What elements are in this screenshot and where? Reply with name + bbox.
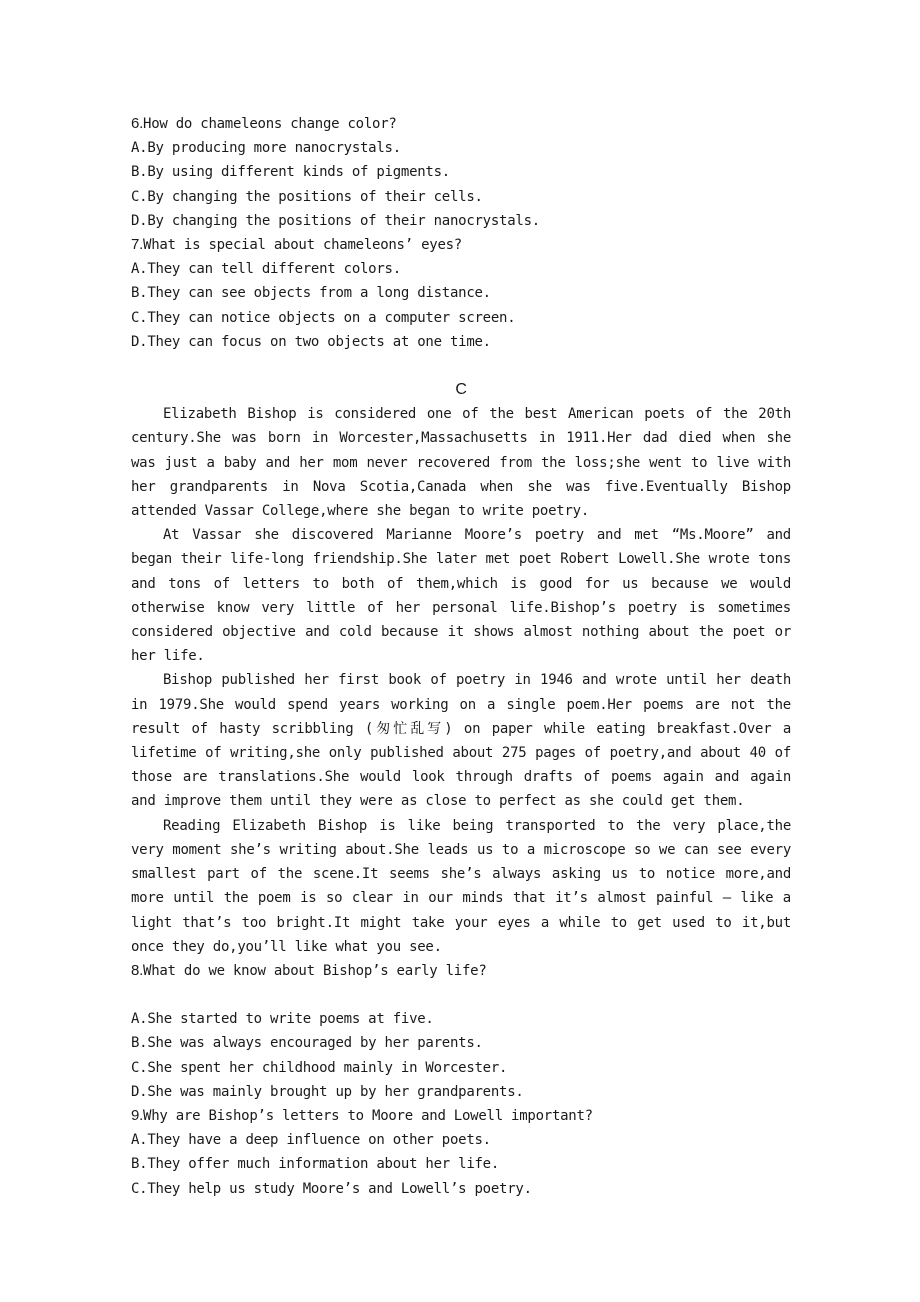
section-heading: C	[455, 381, 467, 399]
q7-option-c: C.They can notice objects on a computer screen.	[131, 309, 516, 326]
question-6: 6.How do chameleons change color?	[131, 115, 397, 132]
question-9: 9.Why are Bishop’s letters to Moore and Lowell important?	[131, 1106, 593, 1124]
q6-option-c: C.By changing the positions of their cells.	[131, 188, 483, 205]
q9-option-c: C.They help us study Moore’s and Lowell’s poetry.	[131, 1180, 532, 1197]
passage-paragraph-4: Reading Elizabeth Bishop is like being transported to the very place,the very moment she’s writing about.She leads us to a microscope so we can see every smallest part of the scene.It seems she’s always asking us to notice more,and more until the poem is so clear in our minds that it’s almost painful — like a light that’s too bright.It might take your eyes a while to get used to it,but once they do,you’ll like what you see.	[131, 817, 791, 955]
q7-option-b: B.They can see objects from a long distance.	[131, 285, 491, 302]
q6-option-b: B.By using different kinds of pigments.	[131, 164, 450, 181]
spacer	[131, 983, 791, 1007]
document-page	[131, 112, 791, 1201]
passage-paragraph-3: Bishop published her first book of poetry in 1946 and wrote until her death in 1979.She would spend years working on a single poem.Her poems are not the result of hasty scribbling (匆忙乱写) on paper while eating breakfast.Over a lifetime of writing,she only published about 275 pages of poetry,and about 40 of those are translations.She would look through drafts of poems again and again and improve them until they were as close to perfect as she could get them.	[131, 672, 791, 810]
question-8: 8.What do we know about Bishop’s early life?	[131, 961, 487, 979]
q8-option-b: B.She was always encouraged by her parents.	[131, 1035, 483, 1052]
q6-option-a: A.By producing more nanocrystals.	[131, 140, 401, 157]
q9-option-b: B.They offer much information about her life.	[131, 1156, 500, 1173]
q9-option-a: A.They have a deep influence on other poets.	[131, 1132, 491, 1149]
passage-paragraph-1: Elizabeth Bishop is considered one of the best American poets of the 20th century.She was born in Worcester,Massachusetts in 1911.Her dad died when she was just a baby and her mom never recovered from the loss;she went to live with her grandparents in Nova Scotia,Canada when she was five.Eventually Bishop attended Vassar College,where she began to write poetry.	[131, 406, 791, 520]
q8-option-d: D.She was mainly brought up by her grandparents.	[131, 1083, 524, 1100]
q7-option-a: A.They can tell different colors.	[131, 261, 401, 278]
q6-option-d: D.By changing the positions of their nanocrystals.	[131, 212, 540, 229]
question-7: 7.What is special about chameleons’ eyes?	[131, 236, 462, 254]
q8-option-a: A.She started to write poems at five.	[131, 1011, 434, 1028]
passage-paragraph-2: At Vassar she discovered Marianne Moore’s poetry and met “Ms.Moore” and began their life-long friendship.She later met poet Robert Lowell.She wrote tons and tons of letters to both of them,which is good for us because we would otherwise know very little of her personal life.Bishop’s poetry is sometimes considered objective and cold because it shows almost nothing about the poet or her life.	[131, 527, 791, 665]
q7-option-d: D.They can focus on two objects at one time.	[131, 333, 491, 350]
q8-option-c: C.She spent her childhood mainly in Worcester.	[131, 1059, 508, 1076]
